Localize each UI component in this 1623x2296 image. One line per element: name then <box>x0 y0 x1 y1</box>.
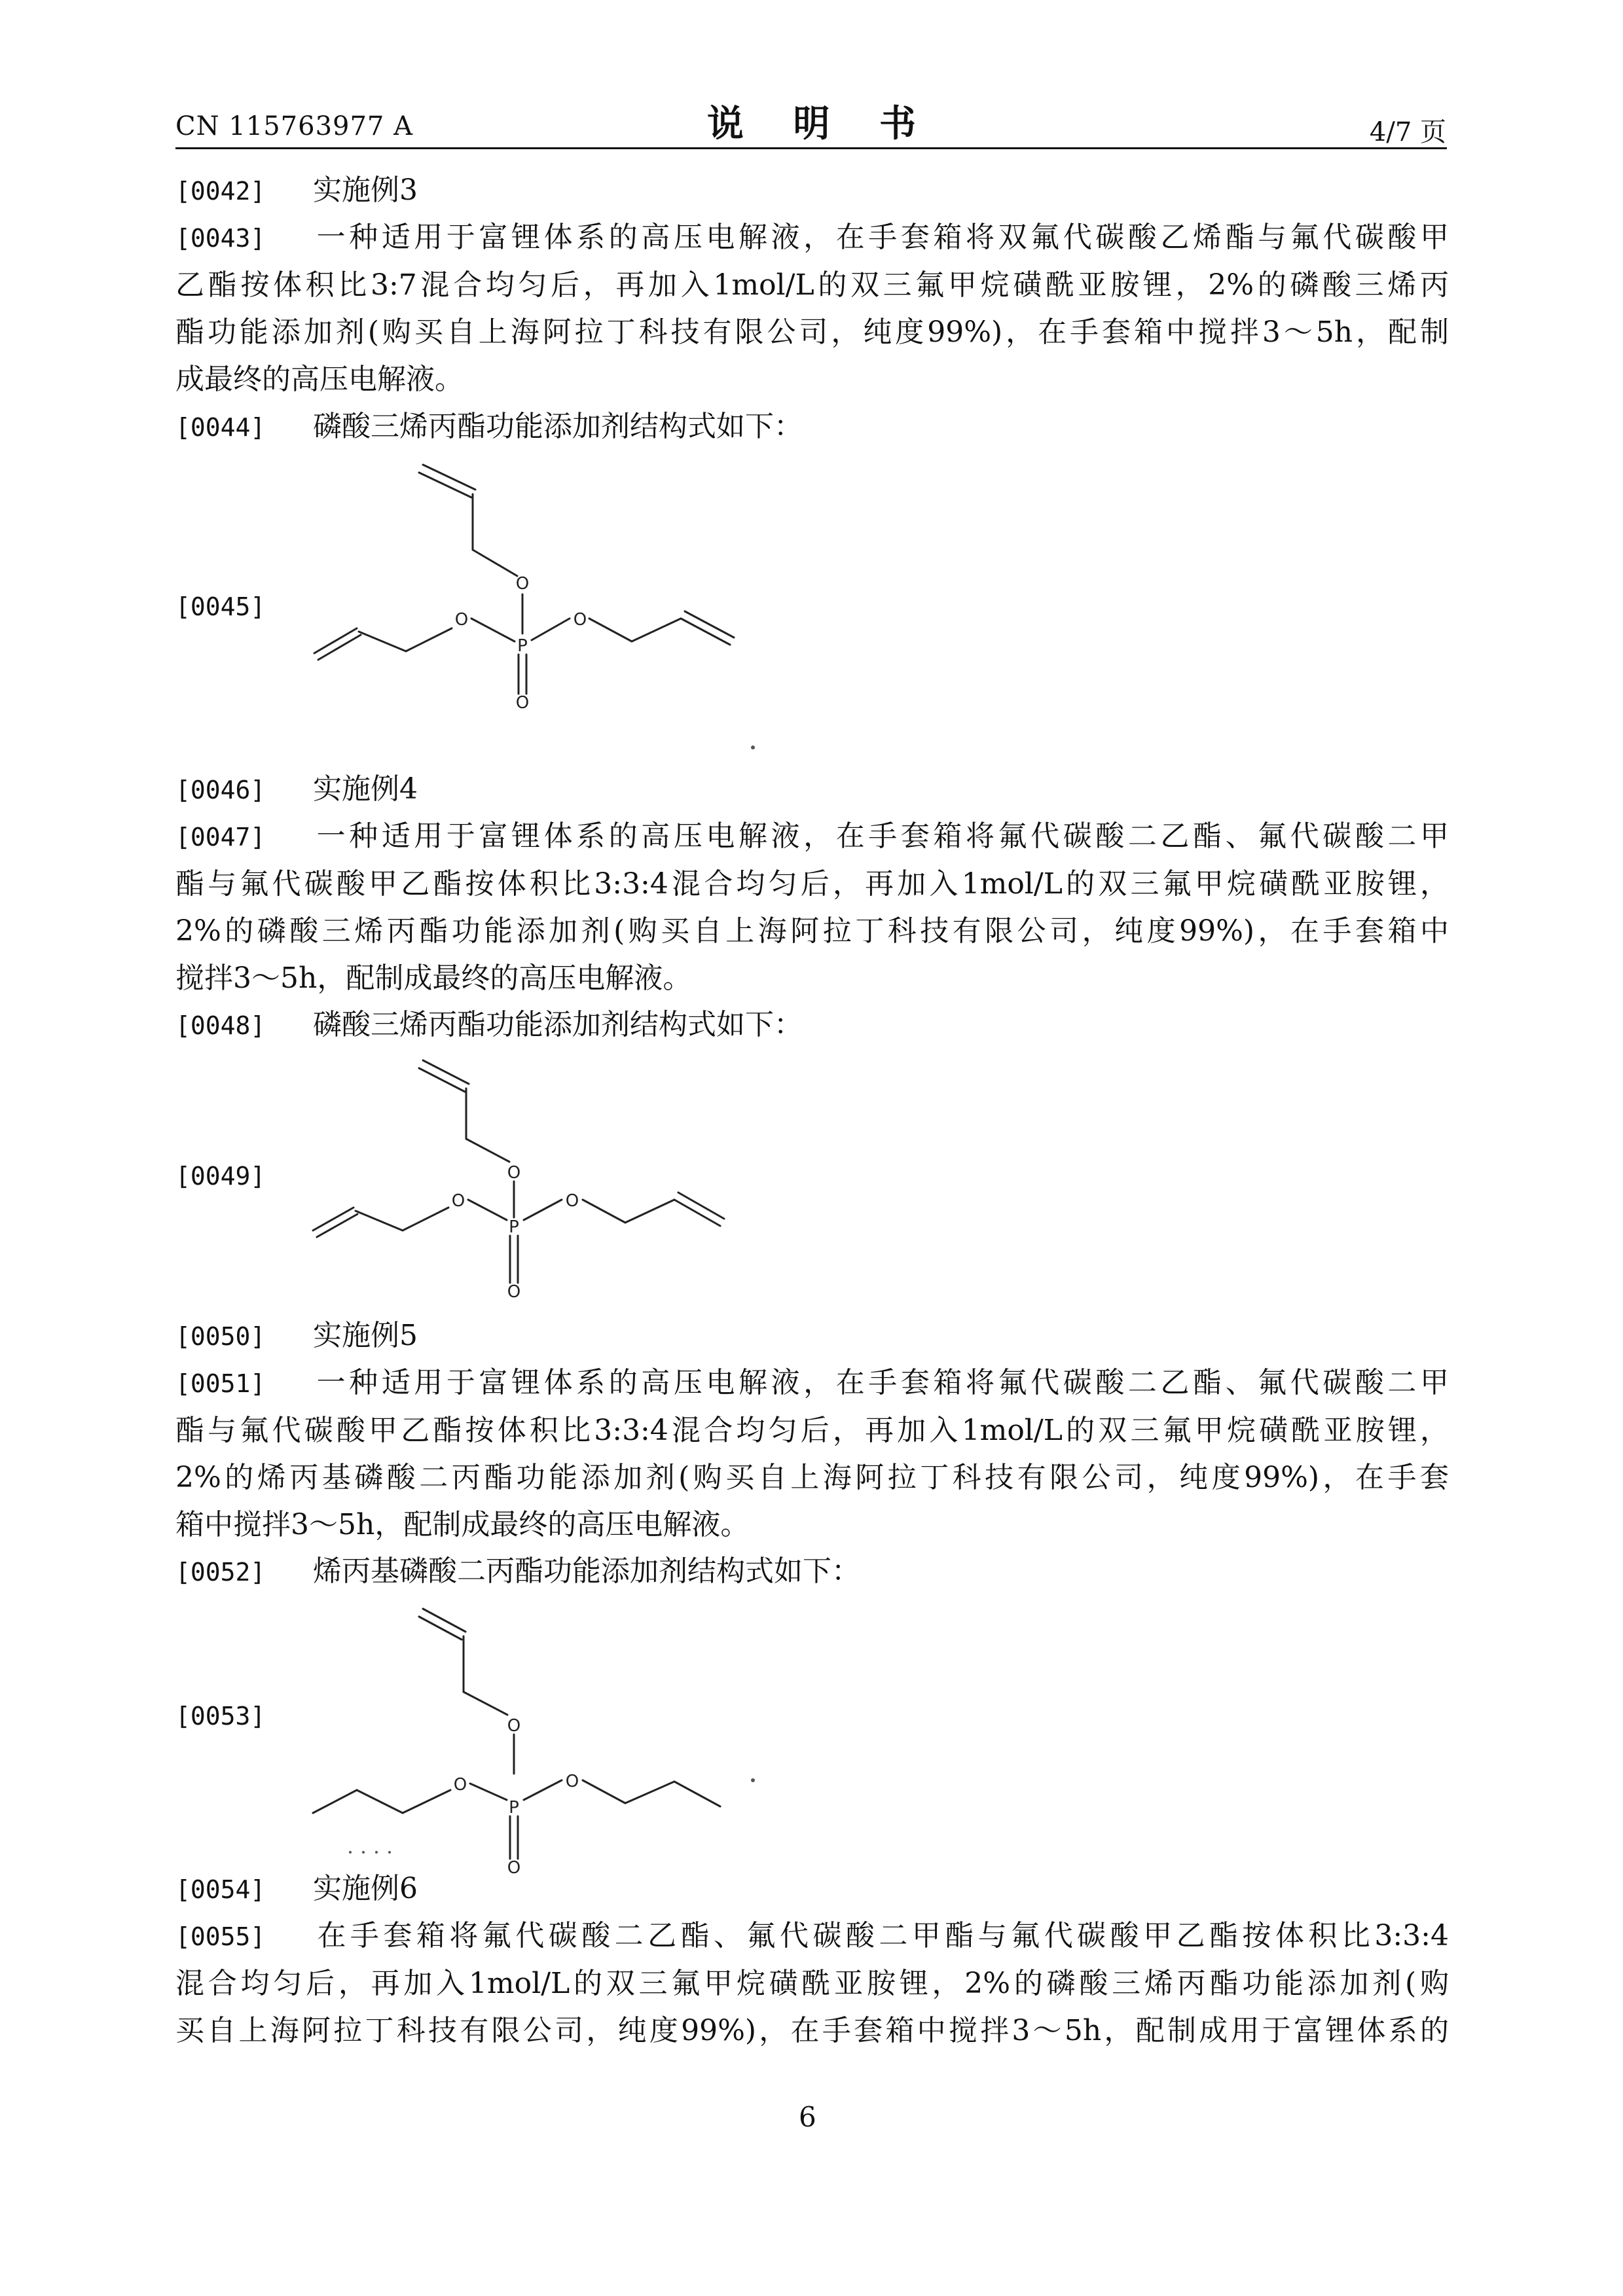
paragraph-line: 乙酯按体积比3:7混合均匀后，再加入1mol/L的双三氟甲烷磺酰亚胺锂，2%的磷酸三烯丙 <box>175 268 1449 302</box>
atom-o: O <box>507 1163 521 1183</box>
atom-o: O <box>507 1282 521 1302</box>
paragraph-0053-number: [0053] <box>175 1702 266 1731</box>
structure-1-atoms <box>455 574 587 713</box>
atom-p: P <box>509 1798 519 1818</box>
atom-o: O <box>507 1858 521 1878</box>
paragraph-text: 实施例3 <box>313 173 418 207</box>
paragraph-line: 搅拌3～5h，配制成最终的高压电解液。 <box>175 961 692 995</box>
scan-dots <box>349 745 755 1854</box>
paragraph-line: 在手套箱将氟代碳酸二乙酯、氟代碳酸二甲酯与氟代碳酸甲乙酯按体积比3:3:4 <box>313 1919 1449 1952</box>
paragraph-text: 实施例6 <box>313 1872 418 1905</box>
page-number: 6 <box>799 2101 816 2133</box>
paragraph-line: 2%的磷酸三烯丙酯功能添加剂(购买自上海阿拉丁科技有限公司，纯度99%)，在手套箱中 <box>175 914 1449 948</box>
atom-o: O <box>565 1772 579 1791</box>
paragraph-line: 酯功能添加剂(购买自上海阿拉丁科技有限公司，纯度99%)，在手套箱中搅拌3～5h，配制 <box>175 315 1449 349</box>
paragraph-number: [0054] <box>175 1875 266 1904</box>
paragraph-line: 买自上海阿拉丁科技有限公司，纯度99%)，在手套箱中搅拌3～5h，配制成用于富锂体系的 <box>175 2014 1449 2047</box>
paragraph-line: 混合均匀后，再加入1mol/L的双三氟甲烷磺酰亚胺锂，2%的磷酸三烯丙酯功能添加剂(购 <box>175 1967 1449 2000</box>
patent-number: CN 115763977 A <box>175 111 413 141</box>
atom-o: O <box>515 574 530 594</box>
paragraph-line: 一种适用于富锂体系的高压电解液，在手套箱将氟代碳酸二乙酯、氟代碳酸二甲 <box>313 819 1449 853</box>
atom-o: O <box>565 1191 579 1211</box>
atom-p: P <box>509 1217 519 1237</box>
paragraph-number: [0052] <box>175 1558 266 1587</box>
paragraph-text: 实施例4 <box>313 772 418 806</box>
atom-o: O <box>515 693 530 713</box>
paragraph-0045-number: [0045] <box>175 592 266 621</box>
paragraph-number: [0046] <box>175 776 266 804</box>
paragraph-line: 酯与氟代碳酸甲乙酯按体积比3:3:4混合均匀后，再加入1mol/L的双三氟甲烷磺酰亚胺锂， <box>175 1414 1449 1447</box>
paragraph-text: 实施例5 <box>313 1319 418 1352</box>
paragraph-line: 一种适用于富锂体系的高压电解液，在手套箱将氟代碳酸二乙酯、氟代碳酸二甲 <box>313 1366 1449 1399</box>
paragraph-text: 磷酸三烯丙酯功能添加剂结构式如下： <box>313 1008 803 1041</box>
paragraph-number: [0048] <box>175 1011 266 1040</box>
atom-o: O <box>573 610 587 630</box>
atom-o: O <box>454 610 469 630</box>
structure-3-atoms <box>454 1716 579 1878</box>
paragraph-text: 烯丙基磷酸二丙酯功能添加剂结构式如下： <box>313 1554 860 1588</box>
atom-o: O <box>451 1191 465 1211</box>
structure-2-atoms <box>452 1163 579 1302</box>
page-fraction: 4/7 页 <box>1369 117 1446 147</box>
paragraph-number: [0051] <box>175 1369 266 1398</box>
paragraph-line: 酯与氟代碳酸甲乙酯按体积比3:3:4混合均匀后，再加入1mol/L的双三氟甲烷磺酰亚胺锂， <box>175 867 1449 901</box>
paragraph-line: 箱中搅拌3～5h，配制成最终的高压电解液。 <box>175 1508 750 1541</box>
paragraph-0049-number: [0049] <box>175 1162 266 1191</box>
atom-o: O <box>453 1775 467 1795</box>
paragraph-text: 磷酸三烯丙酯功能添加剂结构式如下： <box>313 410 803 443</box>
paragraph-number: [0055] <box>175 1922 266 1951</box>
page-title: 说 明 书 <box>707 103 934 145</box>
paragraph-number: [0044] <box>175 413 266 442</box>
paragraph-number: [0047] <box>175 823 266 852</box>
paragraph-number: [0050] <box>175 1322 266 1351</box>
atom-o: O <box>507 1716 521 1736</box>
atom-p: P <box>517 636 528 656</box>
paragraph-number: [0043] <box>175 224 266 253</box>
paragraph-line: 一种适用于富锂体系的高压电解液，在手套箱将双氟代碳酸乙烯酯与氟代碳酸甲 <box>313 221 1449 254</box>
paragraph-line: 成最终的高压电解液。 <box>175 363 464 396</box>
paragraph-number: [0042] <box>175 177 266 206</box>
paragraph-line: 2%的烯丙基磷酸二丙酯功能添加剂(购买自上海阿拉丁科技有限公司，纯度99%)，在手套 <box>175 1461 1449 1494</box>
